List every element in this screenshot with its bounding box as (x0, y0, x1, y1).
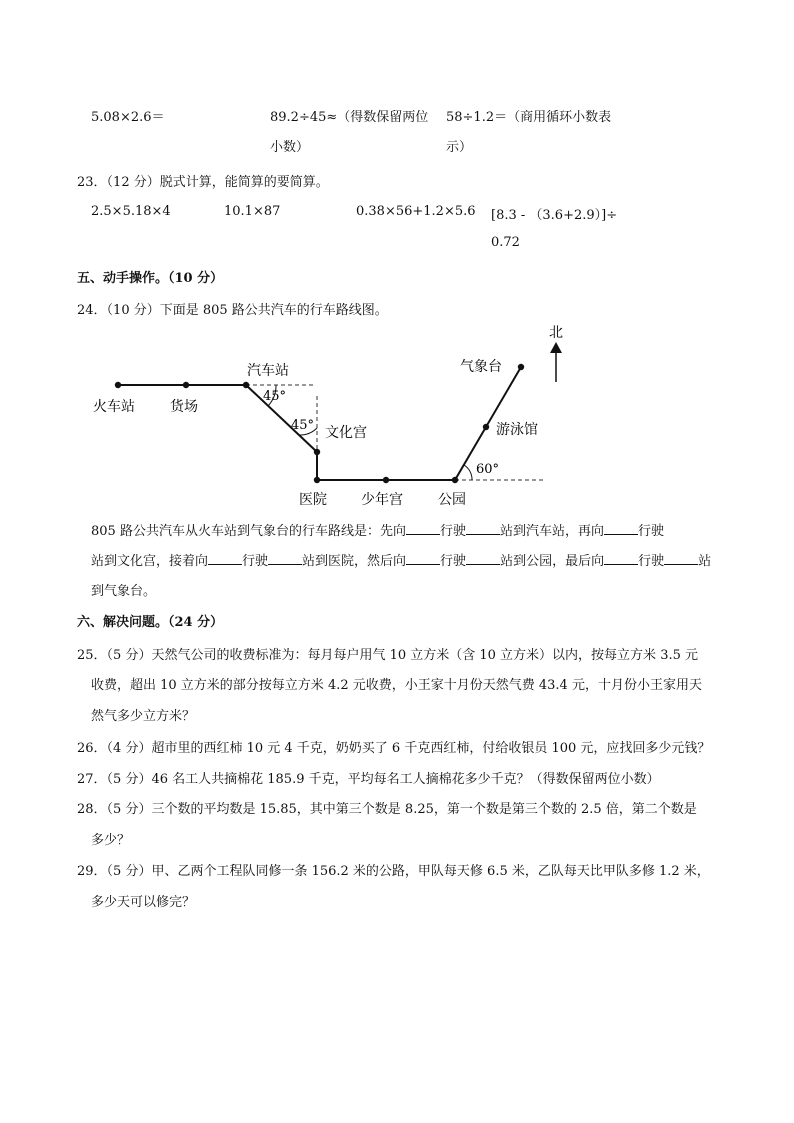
label-gongyuan: 公园 (438, 492, 466, 508)
blank-stops-3[interactable] (466, 552, 500, 565)
q22-expr-3-cont: 示） (446, 140, 473, 155)
station-dot-youyongguan (483, 424, 489, 430)
q29-line-1: 29．（5 分）甲、乙两个工程队同修一条 156.2 米的公路，甲队每天修 6.5 米，乙队每天比甲队多修 1.2 米， (77, 864, 710, 879)
blank-direction-5[interactable] (604, 552, 638, 565)
station-dot-gongyuan (452, 477, 458, 483)
q28-line-2: 多少？ (91, 833, 131, 848)
q22-expr-2-cont: 小数） (270, 140, 310, 155)
blank-direction-4[interactable] (406, 552, 440, 565)
station-dot-yiyuan (314, 477, 320, 483)
q24-title: 24．（10 分）下面是 805 路公共汽车的行车路线图。 (77, 303, 388, 318)
section-5-title: 五、动手操作。（10 分） (77, 271, 224, 286)
north-arrow-icon (550, 342, 562, 382)
q29-line-2: 多少天可以修完？ (91, 895, 196, 910)
blank-stops-2[interactable] (268, 552, 302, 565)
q23-expr-2: 10.1×87 (224, 204, 281, 219)
q23-expr-3: 0.38×56+1.2×5.6 (356, 204, 476, 219)
blank-stops-4[interactable] (664, 552, 698, 565)
station-dot-huochang (183, 382, 189, 388)
q24-route-line-1: 805 路公共汽车从火车站到气象台的行车路线是：先向 行驶 站到汽车站，再向 行驶 (91, 524, 664, 539)
section-6-title: 六、解决问题。（24 分） (77, 615, 224, 630)
route-map (0, 0, 794, 520)
station-dot-wenhuagong (314, 449, 320, 455)
q22-expr-2: 89.2÷45≈（得数保留两位 (270, 110, 429, 125)
q22-expr-3: 58÷1.2＝（商用循环小数表 (446, 110, 612, 125)
label-shaoniangong: 少年宫 (361, 492, 403, 508)
label-huochang: 货场 (170, 399, 198, 415)
angle-label-2: 45° (291, 418, 315, 433)
q23-expr-4-cont: 0.72 (491, 235, 520, 250)
label-qixiangtai: 气象台 (460, 359, 502, 375)
label-qichezhan: 汽车站 (247, 363, 289, 379)
q25-line-3: 然气多少立方米？ (91, 709, 196, 724)
station-dot-qixiangtai (518, 364, 524, 370)
q26-line-1: 26．（4 分）超市里的西红柿 10 元 4 千克，奶奶买了 6 千克西红柿，付给收银员 100 元，应找回多少元钱？ (77, 741, 711, 756)
station-dot-huochezhan (115, 382, 121, 388)
q25-line-1: 25．（5 分）天然气公司的收费标准为：每月每户用气 10 立方米（含 10 立方米）以内，按每立方米 3.5 元 (77, 648, 698, 663)
q23-expr-4: [8.3 - （3.6+2.9）]÷ (491, 208, 618, 223)
label-huochezhan: 火车站 (93, 399, 135, 415)
q27-line-1: 27．（5 分）46 名工人共摘棉花 185.9 千克，平均每名工人摘棉花多少千克？（得数保留两位小数） (77, 772, 660, 787)
q23-expr-1: 2.5×5.18×4 (91, 204, 171, 219)
blank-direction-2[interactable] (604, 522, 638, 535)
label-wenhuagong: 文化宫 (325, 425, 367, 441)
q22-expr-1: 5.08×2.6＝ (91, 110, 165, 125)
route-line (118, 367, 521, 480)
angle-label-3: 60° (476, 462, 500, 477)
angle-label-1: 45° (263, 389, 287, 404)
q23-title: 23．（12 分）脱式计算，能简算的要简算。 (77, 175, 329, 190)
blank-direction-1[interactable] (406, 522, 440, 535)
blank-direction-3[interactable] (208, 552, 242, 565)
station-dot-shaoniangong (383, 477, 389, 483)
q25-line-2: 收费，超出 10 立方米的部分按每立方米 4.2 元收费，小王家十月份天然气费 43.4 元，十月份小王家用天 (91, 678, 702, 693)
q24-route-line-3: 到气象台。 (91, 584, 157, 599)
north-label: 北 (549, 325, 563, 341)
station-dot-qichezhan (243, 382, 249, 388)
label-yiyuan: 医院 (299, 492, 327, 508)
q24-route-line-2: 站到文化宫，接着向 行驶 站到医院，然后向 行驶 站到公园，最后向 行驶 站 (91, 554, 712, 569)
blank-stops-1[interactable] (466, 522, 500, 535)
label-youyongguan: 游泳馆 (496, 422, 538, 438)
q28-line-1: 28．（5 分）三个数的平均数是 15.85，其中第三个数是 8.25，第一个数是第三个数的 2.5 倍，第二个数是 (77, 802, 697, 817)
